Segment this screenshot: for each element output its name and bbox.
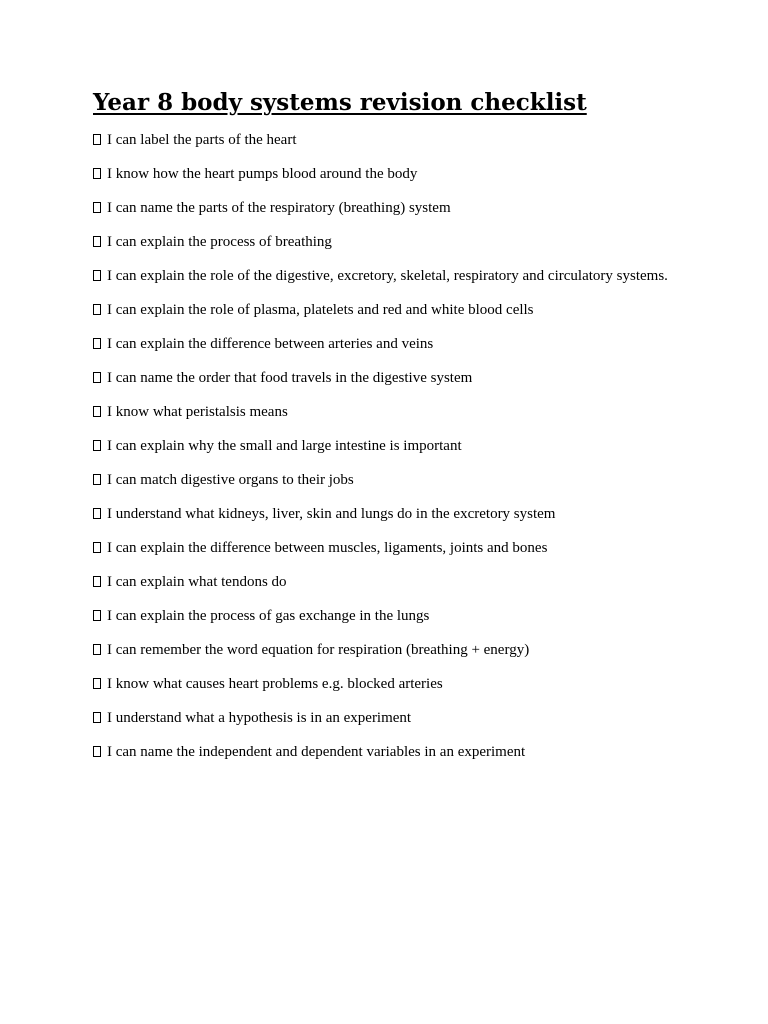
checklist-item-text: I can name the parts of the respiratory (breathing) system bbox=[107, 200, 451, 216]
checklist-item-text: I can remember the word equation for respiration (breathing + energy) bbox=[107, 642, 530, 658]
revision-checklist bbox=[93, 132, 683, 761]
checklist-item-text: I can explain the process of breathing bbox=[107, 234, 332, 250]
checklist-item-text: I can explain the role of the digestive, excretory, skeletal, respiratory and circulatory systems. bbox=[107, 268, 668, 284]
checkbox-icon[interactable] bbox=[93, 202, 101, 213]
checklist-item-text: I can name the order that food travels in the digestive system bbox=[107, 370, 473, 386]
checkbox-icon[interactable] bbox=[93, 236, 101, 247]
checkbox-icon[interactable] bbox=[93, 440, 101, 451]
checklist-item-text: I can explain the process of gas exchange in the lungs bbox=[107, 608, 430, 624]
checkbox-icon[interactable] bbox=[93, 406, 101, 417]
checklist-item-text: I can name the independent and dependent variables in an experiment bbox=[107, 744, 526, 760]
checklist-item-text: I can explain the difference between muscles, ligaments, joints and bones bbox=[107, 540, 548, 556]
checklist-item bbox=[93, 200, 683, 217]
checklist-item bbox=[93, 438, 683, 455]
checkbox-icon[interactable] bbox=[93, 712, 101, 723]
checklist-item bbox=[93, 404, 683, 421]
checkbox-icon[interactable] bbox=[93, 508, 101, 519]
checkbox-icon[interactable] bbox=[93, 576, 101, 587]
checklist-item bbox=[93, 608, 683, 625]
checklist-item-text: I can explain the role of plasma, platelets and red and white blood cells bbox=[107, 302, 534, 318]
checklist-item-text: I can explain why the small and large intestine is important bbox=[107, 438, 462, 454]
checklist-item bbox=[93, 676, 683, 693]
page-title: Year 8 body systems revision checklist bbox=[93, 89, 587, 116]
checkbox-icon[interactable] bbox=[93, 542, 101, 553]
checklist-item bbox=[93, 336, 683, 353]
checklist-item bbox=[93, 642, 683, 659]
checklist-item bbox=[93, 370, 683, 387]
checklist-item bbox=[93, 234, 683, 251]
checklist-item bbox=[93, 710, 683, 727]
checkbox-icon[interactable] bbox=[93, 304, 101, 315]
checklist-item-text: I know what causes heart problems e.g. blocked arteries bbox=[107, 676, 443, 692]
checklist-item bbox=[93, 472, 683, 489]
checklist-item-text: I understand what a hypothesis is in an experiment bbox=[107, 710, 412, 726]
checklist-item-text: I know how the heart pumps blood around the body bbox=[107, 166, 418, 182]
checklist-item-text: I can match digestive organs to their jobs bbox=[107, 472, 354, 488]
checkbox-icon[interactable] bbox=[93, 610, 101, 621]
checklist-item-text: I know what peristalsis means bbox=[107, 404, 288, 420]
checklist-item bbox=[93, 268, 683, 285]
checklist-item-text: I can label the parts of the heart bbox=[107, 132, 297, 148]
checkbox-icon[interactable] bbox=[93, 168, 101, 179]
checkbox-icon[interactable] bbox=[93, 270, 101, 281]
checklist-item-text: I understand what kidneys, liver, skin and lungs do in the excretory system bbox=[107, 506, 556, 522]
checkbox-icon[interactable] bbox=[93, 372, 101, 383]
checklist-item bbox=[93, 744, 683, 761]
checklist-item bbox=[93, 506, 683, 523]
checklist-item-text: I can explain the difference between arteries and veins bbox=[107, 336, 434, 352]
checkbox-icon[interactable] bbox=[93, 644, 101, 655]
checklist-item bbox=[93, 166, 683, 183]
checklist-item bbox=[93, 574, 683, 591]
checkbox-icon[interactable] bbox=[93, 678, 101, 689]
checkbox-icon[interactable] bbox=[93, 338, 101, 349]
checklist-item bbox=[93, 540, 683, 557]
checkbox-icon[interactable] bbox=[93, 134, 101, 145]
checkbox-icon[interactable] bbox=[93, 474, 101, 485]
checkbox-icon[interactable] bbox=[93, 746, 101, 757]
checklist-item bbox=[93, 302, 683, 319]
checklist-item-text: I can explain what tendons do bbox=[107, 574, 287, 590]
checklist-item bbox=[93, 132, 683, 149]
document-page bbox=[93, 88, 683, 778]
